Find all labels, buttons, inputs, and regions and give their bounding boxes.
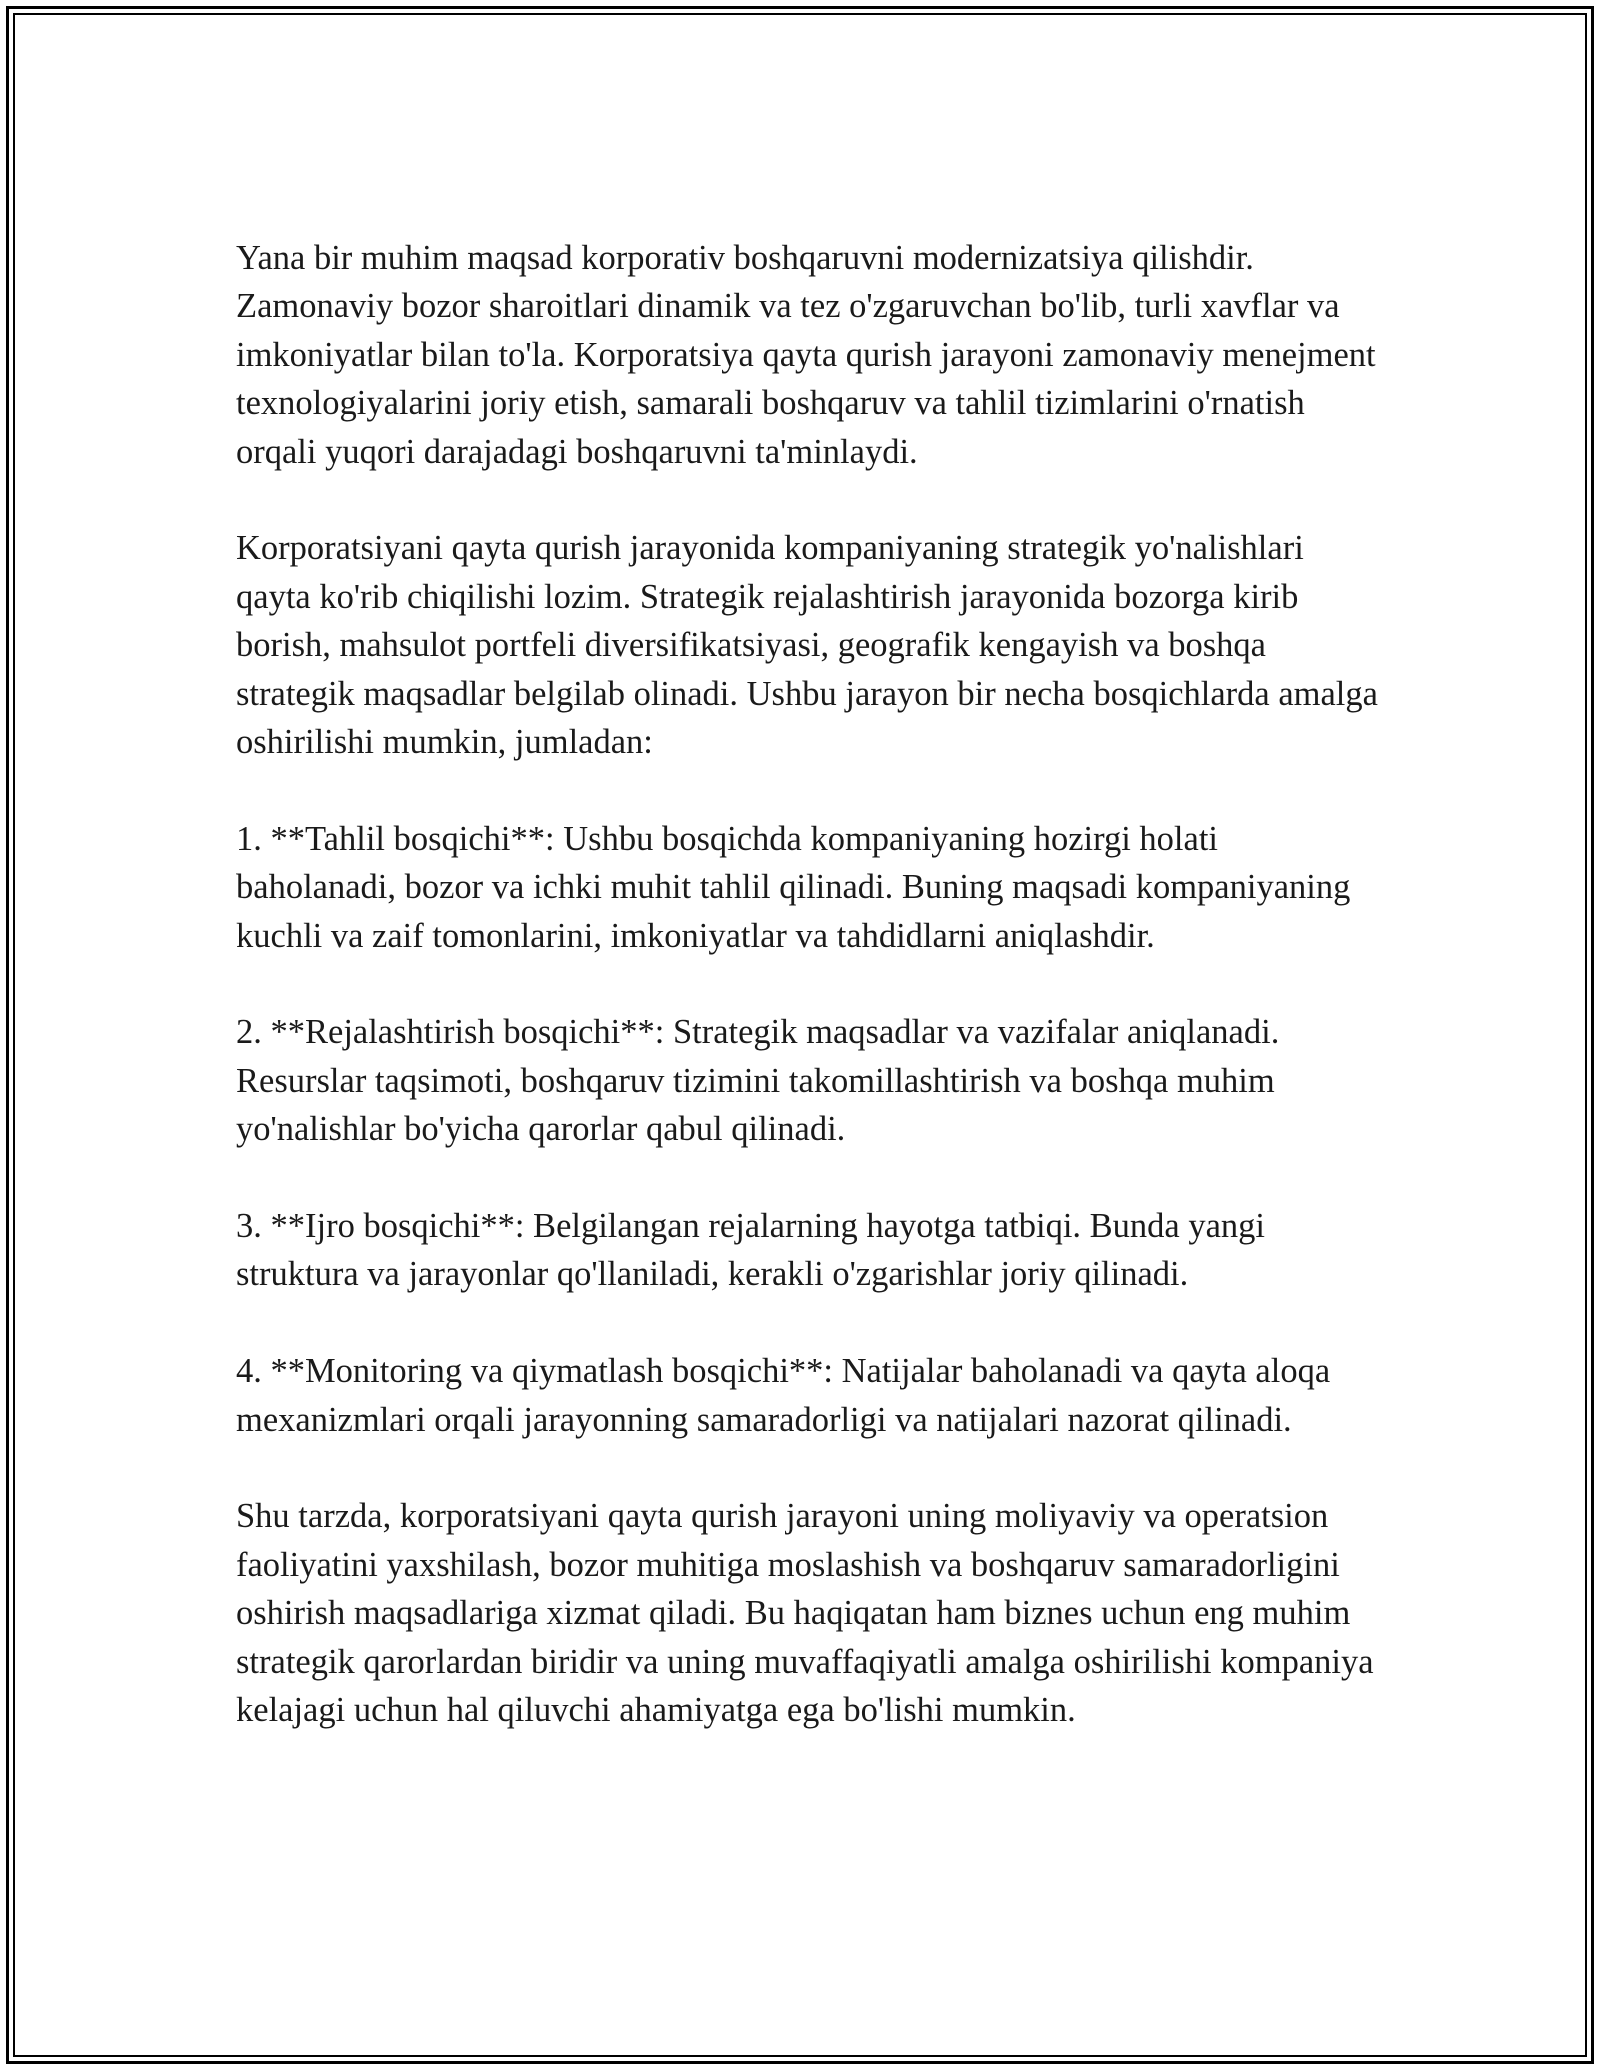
document-body — [236, 234, 1386, 1735]
intro-paragraph: Yana bir muhim maqsad korporativ boshqaruvni modernizatsiya qilishdir. Zamonaviy bozor sharoitlari dinamik va tez o'zgaruvchan bo'lib, turli xavflar va imkoniyatlar bilan to'la. Korporatsiya qayta qurish jarayoni zamonaviy menejment texnologiyalarini joriy etish, samarali boshqaruv va tahlil tizimlarini o'rnatish orqali yuqori darajadagi boshqaruvni ta'minlaydi. — [236, 239, 1376, 471]
strategy-paragraph: Korporatsiyani qayta qurish jarayonida kompaniyaning strategik yo'nalishlari qayta ko'rib chiqilishi lozim. Strategik rejalashtirish jarayonida bozorga kirib borish, mahsulot portfeli diversifikatsiyasi, geografik kengayish va boshqa strategik maqsadlar belgilab olinadi. Ushbu jarayon bir necha bosqichlarda amalga oshirilishi mumkin, jumladan: — [236, 529, 1378, 762]
list-item-analysis: 1. **Tahlil bosqichi**: Ushbu bosqichda kompaniyaning hozirgi holati baholanadi, bozor va ichki muhit tahlil qilinadi. Buning maqsadi kompaniyaning kuchli va zaif tomonlarini, imkoniyatlar va tahdidlarni aniqlashdir. — [236, 819, 1351, 955]
conclusion-paragraph: Shu tarzda, korporatsiyani qayta qurish jarayoni uning moliyaviy va operatsion faoliyatini yaxshilash, bozor muhitiga moslashish va boshqaruv samaradorligini oshirish maqsadlariga xizmat qiladi. Bu haqiqatan ham biznes uchun eng muhim strategik qarorlardan biridir va uning muvaffaqiyatli amalga oshirilishi kompaniya kelajagi uchun hal qiluvchi ahamiyatga ega bo'lishi mumkin. — [236, 1497, 1374, 1730]
list-item-execution: 3. **Ijro bosqichi**: Belgilangan rejalarning hayotga tatbiqi. Bunda yangi struktura va jarayonlar qo'llaniladi, kerakli o'zgarishlar joriy qilinadi. — [236, 1207, 1266, 1294]
list-item-planning: 2. **Rejalashtirish bosqichi**: Strategik maqsadlar va vazifalar aniqlanadi. Resurslar taqsimoti, boshqaruv tizimini takomillashtirish va boshqa muhim yo'nalishlar bo'yicha qarorlar qabul qilinadi. — [236, 1013, 1280, 1149]
list-item-monitoring: 4. **Monitoring va qiymatlash bosqichi**: Natijalar baholanadi va qayta aloqa mexanizmlari orqali jarayonning samaradorligi va natijalari nazorat qilinadi. — [236, 1352, 1331, 1439]
